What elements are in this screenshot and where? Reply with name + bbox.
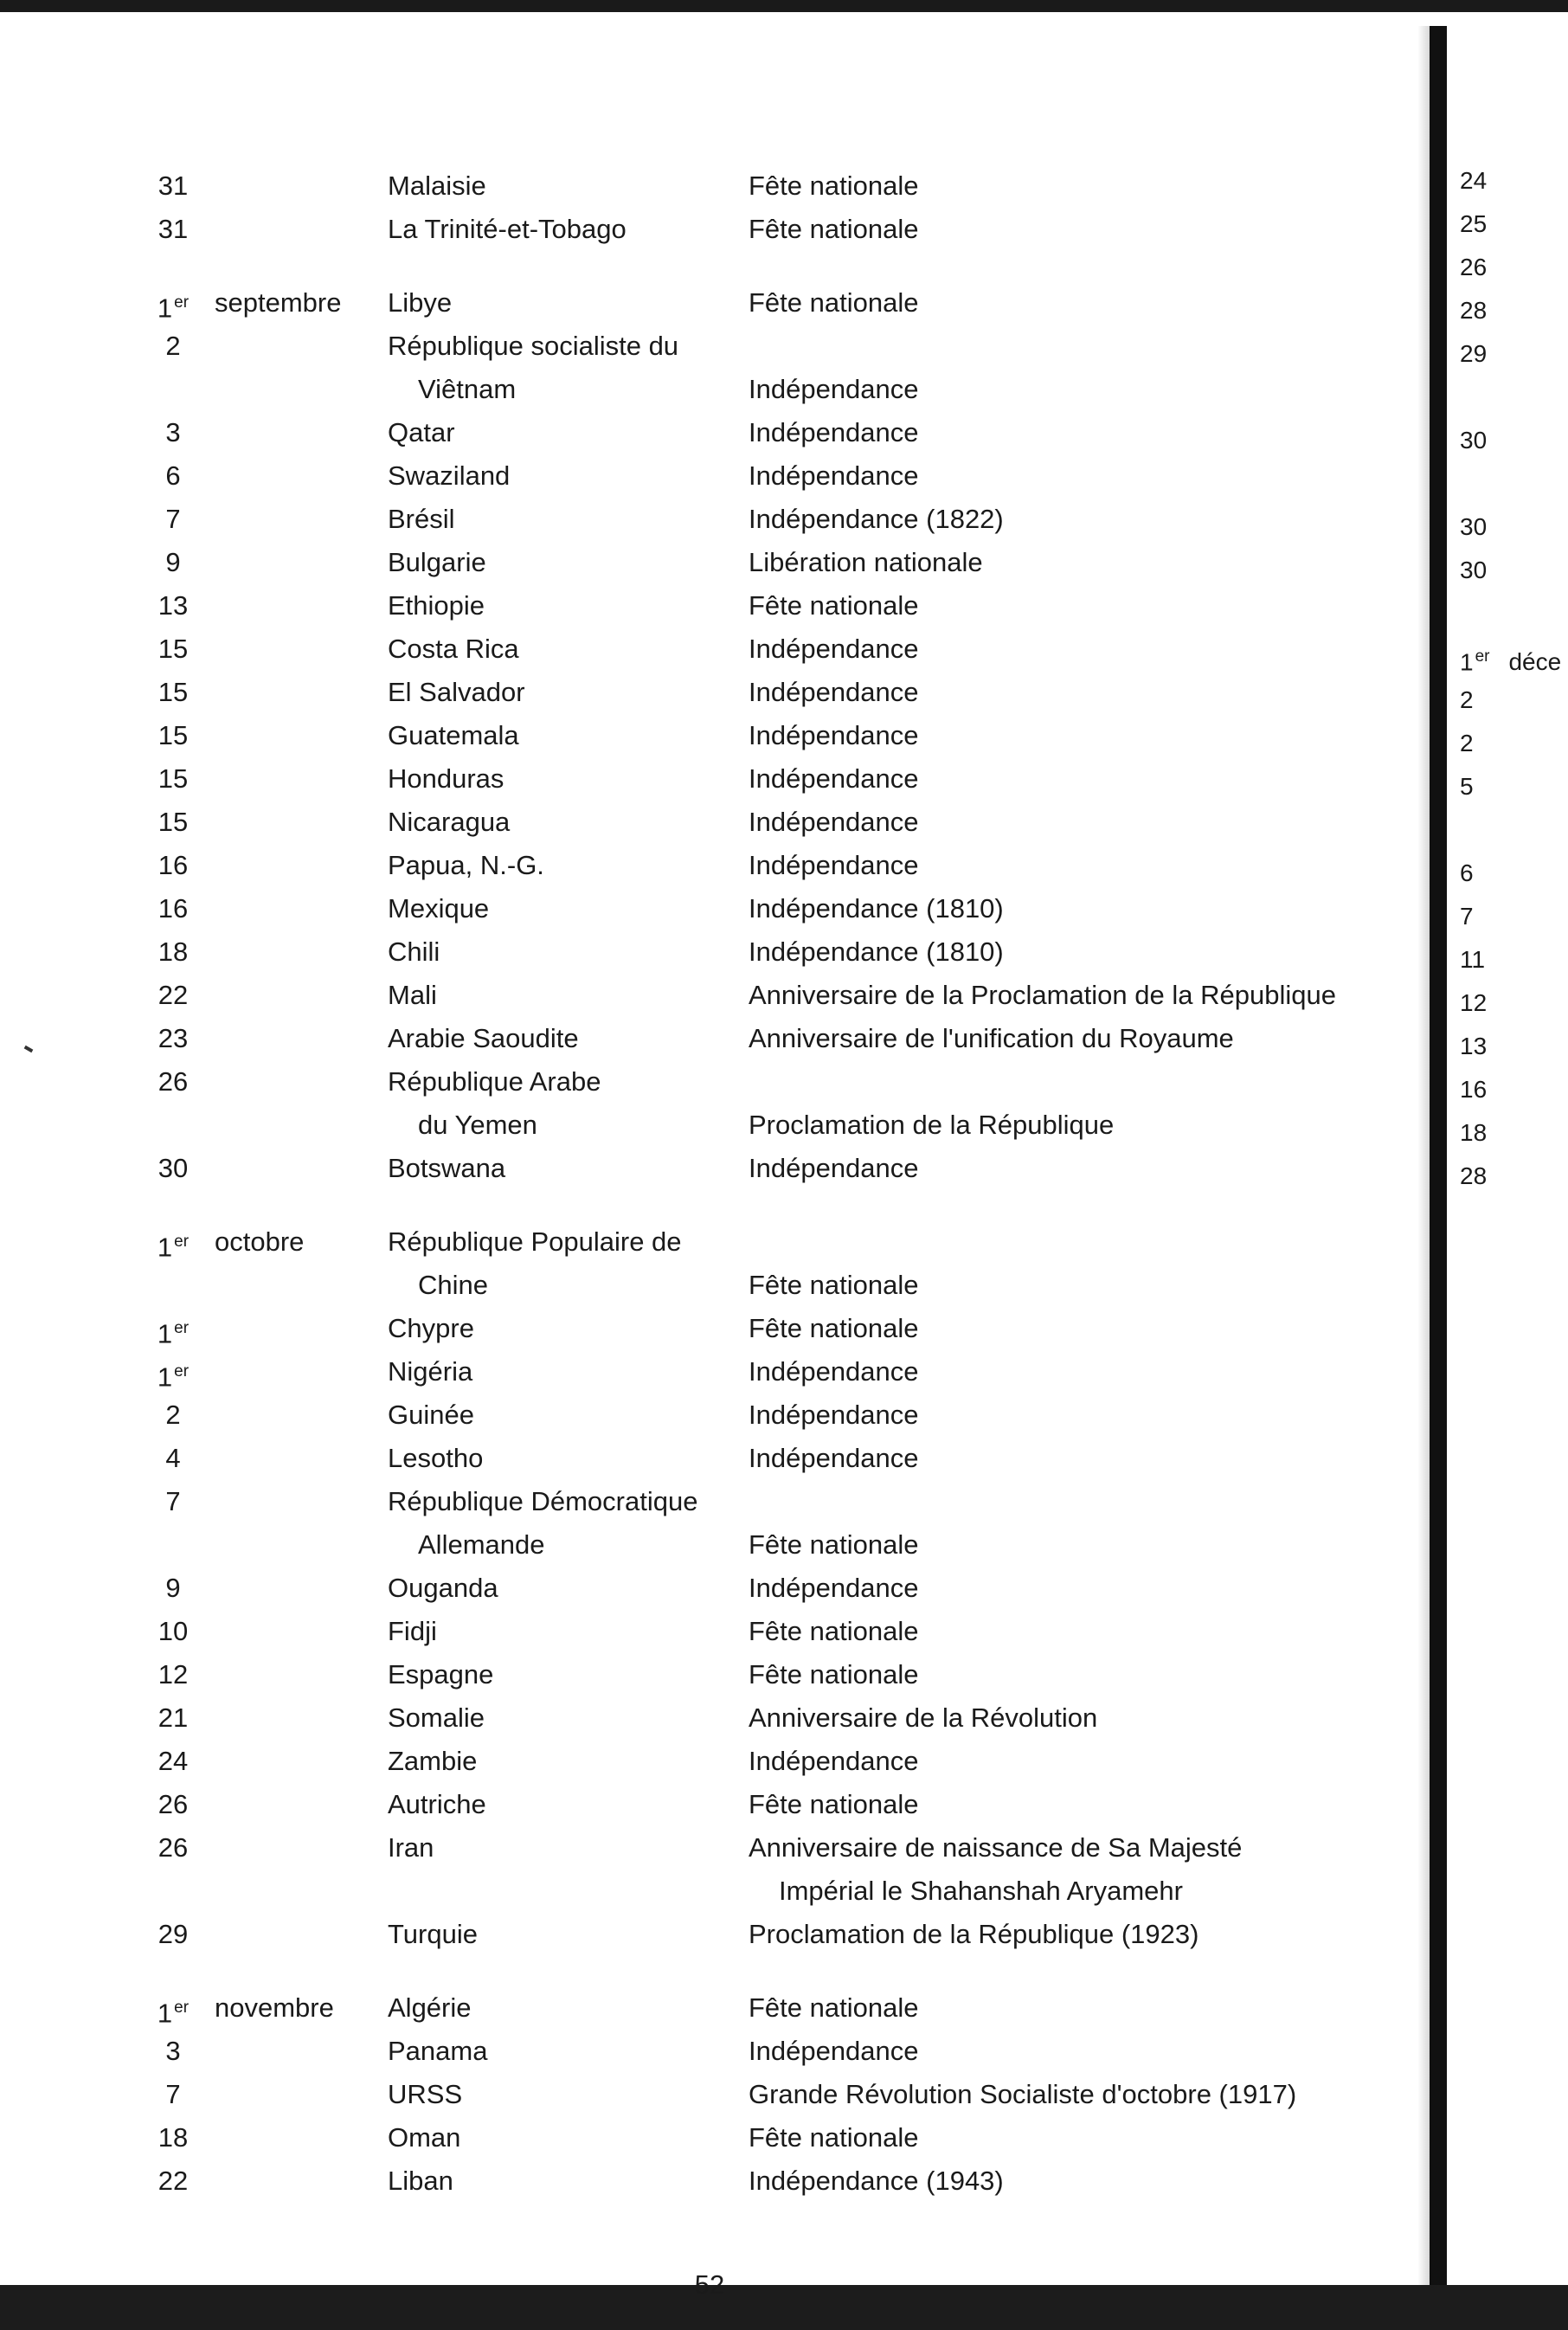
day-number: 30 xyxy=(157,1153,189,1183)
country-cell: Mali xyxy=(388,980,437,1010)
day-number: 3 xyxy=(165,417,181,447)
day-cell xyxy=(130,633,216,666)
country-cell: Papua, N.-G. xyxy=(388,850,544,880)
country-cell: Honduras xyxy=(388,763,504,794)
day-cell xyxy=(130,589,216,622)
right-day-number: 11 xyxy=(1460,946,1486,973)
day-superscript: er xyxy=(174,1233,190,1251)
page-number: 52 xyxy=(694,2269,725,2300)
right-page-row xyxy=(1447,684,1568,727)
day-number: 7 xyxy=(165,2079,181,2109)
country-cell: Iran xyxy=(388,1832,434,1863)
day-number: 24 xyxy=(157,1746,189,1776)
table-row xyxy=(0,1060,1419,1104)
day-number: 15 xyxy=(157,807,189,837)
day-superscript: er xyxy=(174,1999,190,2017)
table-row xyxy=(0,1480,1419,1523)
event-cell: Indépendance xyxy=(749,720,919,750)
country-cell: Chili xyxy=(388,937,440,967)
day-cell xyxy=(130,1572,216,1605)
day-number: 15 xyxy=(157,763,189,794)
country-cell: Panama xyxy=(388,2036,488,2066)
table-row xyxy=(0,714,1419,757)
country-cell: République socialiste du xyxy=(388,331,679,361)
day-number: 18 xyxy=(157,2122,189,2153)
day-cell xyxy=(130,719,216,752)
table-row xyxy=(0,671,1419,714)
right-page-row xyxy=(1447,511,1568,554)
event-cell: Proclamation de la République (1923) xyxy=(749,1919,1199,1949)
country-cell: Brésil xyxy=(388,504,455,534)
table-row xyxy=(0,368,1419,411)
table-row xyxy=(0,281,1419,325)
day-number: 15 xyxy=(157,677,189,707)
event-cell: Proclamation de la République xyxy=(749,1110,1115,1140)
event-cell: Impérial le Shahanshah Aryamehr xyxy=(779,1876,1183,1906)
table-row xyxy=(0,1104,1419,1147)
table-row xyxy=(0,974,1419,1017)
right-day-number: 26 xyxy=(1460,254,1488,280)
country-cell: El Salvador xyxy=(388,677,525,707)
table-row xyxy=(0,1017,1419,1060)
table-row xyxy=(0,757,1419,801)
right-day-number: 28 xyxy=(1460,297,1488,324)
event-cell: Indépendance (1810) xyxy=(749,893,1004,924)
day-number: 9 xyxy=(165,547,181,577)
table-row xyxy=(0,2073,1419,2116)
day-cell xyxy=(130,1065,216,1098)
right-day-number: 13 xyxy=(1460,1033,1488,1059)
country-cell: Turquie xyxy=(388,1919,478,1949)
table-row xyxy=(0,2030,1419,2073)
right-page-row xyxy=(1447,164,1568,208)
right-day-number: 18 xyxy=(1460,1119,1488,1146)
day-cell xyxy=(130,763,216,795)
event-cell: Indépendance xyxy=(749,374,919,404)
country-cell: Fidji xyxy=(388,1616,437,1646)
country-cell: Nigéria xyxy=(388,1356,473,1387)
event-cell: Indépendance xyxy=(749,417,919,447)
table-row xyxy=(0,1870,1419,1913)
day-cell xyxy=(130,2078,216,2111)
right-page-row xyxy=(1447,1073,1568,1117)
right-page-row xyxy=(1447,770,1568,814)
day-cell xyxy=(130,936,216,969)
day-number: 13 xyxy=(157,590,189,621)
right-page-row xyxy=(1447,381,1568,424)
event-cell: Indépendance xyxy=(749,807,919,837)
event-cell: Indépendance xyxy=(749,1443,919,1473)
table-row xyxy=(0,1610,1419,1653)
day-cell xyxy=(130,1992,216,2030)
day-number: 1 xyxy=(157,1318,173,1349)
country-cell: Autriche xyxy=(388,1789,486,1819)
day-cell xyxy=(130,2035,216,2068)
country-cell: Zambie xyxy=(388,1746,478,1776)
table-row xyxy=(0,1986,1419,2030)
right-day-number: 28 xyxy=(1460,1162,1488,1189)
day-cell xyxy=(130,1022,216,1055)
day-superscript: er xyxy=(174,1362,190,1381)
event-cell: Anniversaire de l'unification du Royaume xyxy=(749,1023,1234,1053)
day-number: 16 xyxy=(157,893,189,924)
day-cell xyxy=(130,330,216,363)
day-cell xyxy=(130,1831,216,1864)
right-page-row xyxy=(1447,900,1568,943)
country-cell: Liban xyxy=(388,2166,453,2196)
day-number: 12 xyxy=(157,1659,189,1690)
day-number: 3 xyxy=(165,2036,181,2066)
country-cell: Viêtnam xyxy=(418,374,517,404)
right-page-row xyxy=(1447,294,1568,338)
table-row xyxy=(0,2159,1419,2203)
country-cell: Algérie xyxy=(388,1992,472,2023)
country-cell: Botswana xyxy=(388,1153,506,1183)
right-page-row xyxy=(1447,208,1568,251)
country-cell: Somalie xyxy=(388,1702,485,1733)
right-page-row xyxy=(1447,1117,1568,1160)
country-cell: La Trinité-et-Tobago xyxy=(388,214,627,244)
right-page-row xyxy=(1447,640,1568,684)
day-superscript: er xyxy=(174,293,190,312)
event-cell: Fête nationale xyxy=(749,1313,919,1343)
right-page-row xyxy=(1447,338,1568,381)
day-number: 31 xyxy=(157,171,189,201)
event-cell: Indépendance xyxy=(749,763,919,794)
day-cell xyxy=(130,979,216,1012)
country-cell: Libye xyxy=(388,287,453,318)
month-label: novembre xyxy=(215,1992,334,2023)
table-row xyxy=(0,325,1419,368)
country-cell: Arabie Saoudite xyxy=(388,1023,579,1053)
table-row xyxy=(0,2116,1419,2159)
country-cell: Chine xyxy=(418,1270,488,1300)
country-cell: République Populaire de xyxy=(388,1226,682,1257)
event-cell: Indépendance (1822) xyxy=(749,504,1004,534)
event-cell: Indépendance xyxy=(749,1573,919,1603)
country-cell: Espagne xyxy=(388,1659,494,1690)
table-row xyxy=(0,1567,1419,1610)
right-day-number: 30 xyxy=(1460,427,1488,454)
day-number: 10 xyxy=(157,1616,189,1646)
day-number: 7 xyxy=(165,504,181,534)
event-cell: Fête nationale xyxy=(749,1992,919,2023)
table-row xyxy=(0,1220,1419,1264)
country-cell: Qatar xyxy=(388,417,455,447)
event-cell: Indépendance xyxy=(749,1356,919,1387)
right-page-row xyxy=(1447,727,1568,770)
day-cell xyxy=(130,460,216,492)
right-day-number: 2 xyxy=(1460,730,1474,756)
country-cell: Mexique xyxy=(388,893,490,924)
day-cell xyxy=(130,1745,216,1778)
book-gutter xyxy=(1430,26,1447,2330)
event-cell: Indépendance xyxy=(749,677,919,707)
table-row xyxy=(0,1826,1419,1870)
table-row xyxy=(0,628,1419,671)
day-number: 6 xyxy=(165,460,181,491)
right-page-row xyxy=(1447,987,1568,1030)
day-cell xyxy=(130,849,216,882)
event-cell: Fête nationale xyxy=(749,1789,919,1819)
table-row xyxy=(0,584,1419,628)
country-cell: Nicaragua xyxy=(388,807,511,837)
table-row xyxy=(0,1147,1419,1190)
event-cell: Indépendance xyxy=(749,2036,919,2066)
event-cell: Indépendance xyxy=(749,1746,919,1776)
right-day-number: 25 xyxy=(1460,210,1488,237)
day-cell xyxy=(130,892,216,925)
day-cell xyxy=(130,213,216,246)
binding-shadow xyxy=(1417,26,1430,2330)
day-cell xyxy=(130,1658,216,1691)
day-cell xyxy=(130,1918,216,1951)
event-cell: Indépendance xyxy=(749,850,919,880)
country-cell: Ethiopie xyxy=(388,590,485,621)
country-cell: Swaziland xyxy=(388,460,511,491)
country-cell: République Démocratique xyxy=(388,1486,698,1516)
country-cell: Malaisie xyxy=(388,171,486,201)
day-cell xyxy=(130,806,216,839)
table-row xyxy=(0,1264,1419,1307)
event-cell: Indépendance (1810) xyxy=(749,937,1004,967)
right-day-number: 24 xyxy=(1460,167,1488,194)
event-cell: Grande Révolution Socialiste d'octobre (1917) xyxy=(749,2079,1297,2109)
day-number: 26 xyxy=(157,1832,189,1863)
day-number: 7 xyxy=(165,1486,181,1516)
day-cell xyxy=(130,1485,216,1518)
day-number: 21 xyxy=(157,1702,189,1733)
right-page-row xyxy=(1447,554,1568,597)
event-cell: Fête nationale xyxy=(749,1659,919,1690)
day-number: 23 xyxy=(157,1023,189,1053)
table-row xyxy=(0,1307,1419,1350)
country-cell: Allemande xyxy=(418,1529,545,1560)
right-page-row xyxy=(1447,943,1568,987)
right-day-number: 1 xyxy=(1460,648,1474,676)
table-row xyxy=(0,801,1419,844)
day-cell xyxy=(130,286,216,325)
right-day-number: 12 xyxy=(1460,989,1488,1016)
event-cell: Fête nationale xyxy=(749,171,919,201)
day-number: 2 xyxy=(165,331,181,361)
event-cell: Anniversaire de la Révolution xyxy=(749,1702,1098,1733)
day-number: 1 xyxy=(157,1361,173,1393)
country-cell: Bulgarie xyxy=(388,547,486,577)
country-cell: Guinée xyxy=(388,1400,474,1430)
day-number: 4 xyxy=(165,1443,181,1473)
day-number: 1 xyxy=(157,1232,173,1263)
right-page-row xyxy=(1447,1160,1568,1203)
table-row xyxy=(0,498,1419,541)
right-page-row xyxy=(1447,251,1568,294)
country-cell: Oman xyxy=(388,2122,461,2153)
table-row xyxy=(0,1740,1419,1783)
day-number: 29 xyxy=(157,1919,189,1949)
event-cell: Fête nationale xyxy=(749,1529,919,1560)
day-cell xyxy=(130,2121,216,2154)
day-cell xyxy=(130,416,216,449)
day-number: 22 xyxy=(157,2166,189,2196)
table-row xyxy=(0,1696,1419,1740)
right-day-number: 16 xyxy=(1460,1076,1488,1103)
right-day-superscript: er xyxy=(1475,647,1490,666)
event-cell: Anniversaire de la Proclamation de la République xyxy=(749,980,1336,1010)
right-page-row xyxy=(1447,597,1568,640)
table-row xyxy=(0,930,1419,974)
event-cell: Libération nationale xyxy=(749,547,983,577)
country-cell: Ouganda xyxy=(388,1573,498,1603)
day-number: 1 xyxy=(157,1998,173,2029)
day-cell xyxy=(130,1226,216,1264)
right-page-row xyxy=(1447,857,1568,900)
day-number: 15 xyxy=(157,634,189,664)
day-number: 15 xyxy=(157,720,189,750)
event-cell: Fête nationale xyxy=(749,1616,919,1646)
event-cell: Anniversaire de naissance de Sa Majesté xyxy=(749,1832,1243,1863)
event-cell: Fête nationale xyxy=(749,214,919,244)
day-cell xyxy=(130,503,216,536)
table-row xyxy=(0,541,1419,584)
table-row xyxy=(0,887,1419,930)
event-cell: Fête nationale xyxy=(749,287,919,318)
country-cell: Chypre xyxy=(388,1313,474,1343)
right-page-row xyxy=(1447,467,1568,511)
event-cell: Indépendance (1943) xyxy=(749,2166,1004,2196)
event-cell: Fête nationale xyxy=(749,590,919,621)
right-day-number: 29 xyxy=(1460,340,1488,367)
day-cell xyxy=(130,1442,216,1475)
table-row xyxy=(0,164,1419,208)
day-number: 16 xyxy=(157,850,189,880)
day-number: 31 xyxy=(157,214,189,244)
event-cell: Indépendance xyxy=(749,460,919,491)
day-number: 9 xyxy=(165,1573,181,1603)
day-cell xyxy=(130,1615,216,1648)
holiday-table xyxy=(0,164,1419,2203)
country-cell: République Arabe xyxy=(388,1066,601,1097)
right-day-number: 6 xyxy=(1460,859,1474,886)
country-cell: du Yemen xyxy=(418,1110,537,1140)
table-row xyxy=(0,1393,1419,1437)
day-cell xyxy=(130,1152,216,1185)
table-row xyxy=(0,1523,1419,1567)
table-row xyxy=(0,208,1419,251)
day-number: 22 xyxy=(157,980,189,1010)
table-row xyxy=(0,1350,1419,1393)
country-cell: Lesotho xyxy=(388,1443,484,1473)
right-page-row xyxy=(1447,814,1568,857)
event-cell: Indépendance xyxy=(749,634,919,664)
day-number: 18 xyxy=(157,937,189,967)
day-cell xyxy=(130,546,216,579)
day-cell xyxy=(130,170,216,203)
right-month-label: déce xyxy=(1508,648,1562,676)
month-label: septembre xyxy=(215,287,342,318)
event-cell: Indépendance xyxy=(749,1153,919,1183)
right-day-number: 30 xyxy=(1460,513,1488,540)
day-cell xyxy=(130,1312,216,1350)
table-row xyxy=(0,1437,1419,1480)
month-label: octobre xyxy=(215,1226,305,1257)
right-day-number: 2 xyxy=(1460,686,1474,713)
right-page-fragment xyxy=(1447,164,1568,1203)
day-cell xyxy=(130,676,216,709)
table-row xyxy=(0,1783,1419,1826)
right-day-number: 30 xyxy=(1460,557,1488,583)
table-row xyxy=(0,1653,1419,1696)
event-cell: Fête nationale xyxy=(749,2122,919,2153)
event-cell: Fête nationale xyxy=(749,1270,919,1300)
table-row xyxy=(0,1913,1419,1956)
event-cell: Indépendance xyxy=(749,1400,919,1430)
right-day-number: 5 xyxy=(1460,773,1474,800)
country-cell: Guatemala xyxy=(388,720,519,750)
day-cell xyxy=(130,1788,216,1821)
day-number: 1 xyxy=(157,293,173,324)
day-number: 26 xyxy=(157,1789,189,1819)
table-row xyxy=(0,411,1419,454)
day-cell xyxy=(130,1355,216,1393)
right-page-row xyxy=(1447,1030,1568,1073)
day-number: 2 xyxy=(165,1400,181,1430)
day-superscript: er xyxy=(174,1319,190,1337)
day-cell xyxy=(130,1702,216,1735)
country-cell: Costa Rica xyxy=(388,634,519,664)
day-cell xyxy=(130,1399,216,1432)
table-row xyxy=(0,454,1419,498)
table-row xyxy=(0,844,1419,887)
right-day-number: 7 xyxy=(1460,903,1474,930)
day-cell xyxy=(130,2165,216,2198)
day-number: 26 xyxy=(157,1066,189,1097)
right-page-row xyxy=(1447,424,1568,467)
country-cell: URSS xyxy=(388,2079,463,2109)
